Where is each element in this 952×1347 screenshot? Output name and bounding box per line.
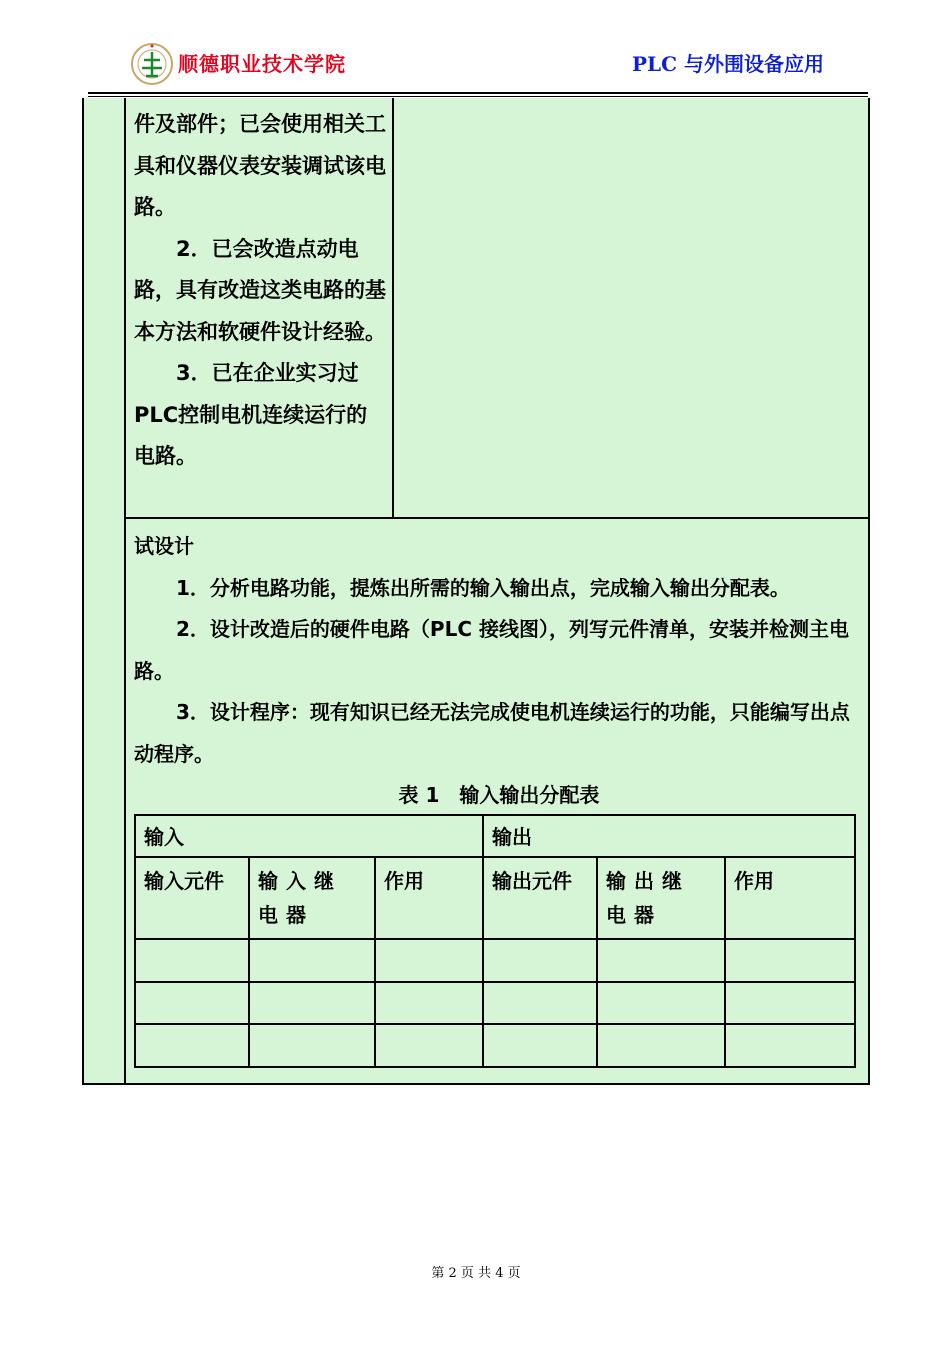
table-cell: [597, 939, 725, 982]
table-cell: [725, 1024, 855, 1067]
table-caption: 表 1 输入输出分配表: [398, 783, 600, 807]
page-header: [88, 38, 868, 96]
io-assignment-table: [134, 814, 856, 1068]
design-item-2: 2．设计改造后的硬件电路（PLC 接线图），列写元件清单，安装并检测主电路。: [134, 617, 849, 683]
table-cell: [249, 1024, 375, 1067]
prereq-item-3: 3．已在企业实习过PLC控制电机连续运行的电路。: [134, 361, 368, 468]
design-item-1: 1．分析电路功能，提炼出所需的输入输出点，完成输入输出分配表。: [176, 575, 790, 600]
table-cell: [725, 982, 855, 1024]
table-cell: [375, 939, 483, 982]
design-item-3: 3．设计程序：现有知识已经无法完成使电机连续运行的功能，只能编写出点动程序。: [134, 700, 850, 766]
table-row: [135, 939, 855, 982]
table-cell: [597, 982, 725, 1024]
column-divider-mid: [392, 98, 394, 518]
input-group-header: 输入: [135, 815, 483, 857]
table-cell: [135, 1024, 249, 1067]
table-cell: [483, 1024, 597, 1067]
design-title: 试设计: [134, 534, 194, 558]
col-header-output-component: 输出元件: [483, 857, 597, 939]
table-column-header-row: [135, 857, 855, 939]
table-cell: [375, 982, 483, 1024]
content-table: [82, 98, 870, 1085]
table-cell: [249, 982, 375, 1024]
row-divider: [124, 517, 870, 519]
table-row: [135, 1024, 855, 1067]
table-cell: [483, 939, 597, 982]
table-cell: [135, 939, 249, 982]
school-name: 顺德职业技术学院: [178, 52, 346, 76]
table-cell: [135, 982, 249, 1024]
table-cell: [483, 982, 597, 1024]
table-cell: [597, 1024, 725, 1067]
column-divider: [124, 98, 126, 1083]
col-header-output-relay: 输出继电器: [597, 857, 725, 939]
output-group-header: 输出: [483, 815, 855, 857]
table-group-header-row: [135, 815, 855, 857]
table-cell: [375, 1024, 483, 1067]
table-cell: [249, 939, 375, 982]
design-task-cell: [134, 526, 864, 817]
table-row: [135, 982, 855, 1024]
col-header-input-function: 作用: [375, 857, 483, 939]
prerequisite-cell: [134, 104, 388, 478]
col-header-input-relay: 输入继电器: [249, 857, 375, 939]
table-cell: [725, 939, 855, 982]
prereq-paragraph: 件及部件；已会使用相关工具和仪器仪表安装调试该电路。: [134, 112, 386, 219]
col-header-output-function: 作用: [725, 857, 855, 939]
school-logo-icon: [130, 42, 174, 86]
header-rule-thin: [88, 96, 868, 97]
course-title: PLC 与外围设备应用: [632, 52, 824, 76]
header-rule: [88, 92, 868, 94]
prereq-item-2: 2．已会改造点动电路，具有改造这类电路的基本方法和软硬件设计经验。: [134, 236, 386, 344]
col-header-input-component: 输入元件: [135, 857, 249, 939]
page-number: 第 2 页 共 4 页: [431, 1266, 521, 1281]
